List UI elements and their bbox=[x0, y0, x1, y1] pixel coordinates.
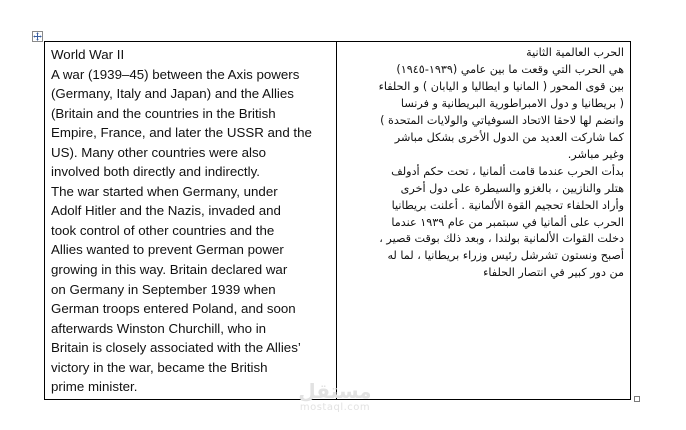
arabic-line: وأراد الحلفاء تحجيم القوة الألمانية . أعلنت بريطانيا bbox=[391, 198, 624, 212]
english-line: US). Many other countries were also bbox=[51, 144, 267, 160]
watermark-latin: mostaql.com bbox=[299, 402, 371, 413]
table-row bbox=[45, 42, 631, 400]
english-line: (Germany, Italy and Japan) and the Allies bbox=[51, 86, 294, 102]
english-line: growing in this way. Britain declared war bbox=[51, 262, 288, 278]
english-line: The war started when Germany, under bbox=[51, 183, 278, 199]
english-line: Empire, France, and later the USSR and the bbox=[51, 125, 312, 141]
arabic-line: هي الحرب التي وقعت ما بين عامي (١٩٣٩-١٩٤٥) bbox=[396, 62, 624, 76]
watermark bbox=[295, 380, 375, 414]
arabic-line: بدأت الحرب عندما قامت ألمانيا ، تحت حكم أدولف bbox=[391, 164, 624, 178]
arabic-line: بين قوى المحور ( المانيا و ايطاليا و اليابان ) و الحلفاء bbox=[378, 79, 624, 93]
english-line: Allies wanted to prevent German power bbox=[51, 242, 284, 258]
english-heading: World War II bbox=[51, 47, 125, 62]
english-line: victory in the war, became the British bbox=[51, 359, 268, 375]
english-line: afterwards Winston Churchill, who in bbox=[51, 320, 267, 336]
table-move-handle-icon[interactable] bbox=[32, 31, 43, 42]
english-line: involved both directly and indirectly. bbox=[51, 164, 260, 180]
english-line: A war (1939–45) between the Axis powers bbox=[51, 66, 300, 82]
arabic-line: أصبح ونستون تشرشل رئيس وزراء بريطانيا ، لما له bbox=[387, 249, 624, 263]
english-line: Adolf Hitler and the Nazis, invaded and bbox=[51, 203, 281, 219]
english-line: German troops entered Poland, and soon bbox=[51, 301, 296, 317]
table-resize-handle-icon[interactable] bbox=[634, 396, 640, 402]
arabic-line: الحرب على ألمانيا في سبتمبر من عام ١٩٣٩ عندما bbox=[391, 215, 624, 229]
arabic-line: وغير مباشر. bbox=[567, 147, 624, 161]
english-line: took control of other countries and the bbox=[51, 222, 275, 238]
english-text-cell[interactable] bbox=[45, 42, 337, 400]
arabic-heading: الحرب العالمية الثانية bbox=[526, 46, 624, 59]
arabic-line: كما شاركت العديد من الدول الأخرى بشكل مباشر bbox=[394, 130, 624, 144]
english-line: prime minister. bbox=[51, 379, 138, 395]
arabic-line: من دور كبير في انتصار الحلفاء bbox=[483, 266, 624, 280]
english-line: Britain is closely associated with the Allies’ bbox=[51, 340, 301, 356]
arabic-line: وانضم لها لاحقا الاتحاد السوفياتي والولايات المتحدة ) bbox=[380, 113, 624, 127]
arabic-line: ( بريطانيا و دول الامبراطورية البريطانية و فرنسا bbox=[400, 96, 624, 110]
watermark-arabic: مستقل bbox=[298, 379, 372, 403]
document-table bbox=[44, 41, 631, 403]
english-line: on Germany in September 1939 when bbox=[51, 281, 276, 297]
arabic-text-cell[interactable] bbox=[337, 42, 631, 400]
move-arrows-icon bbox=[33, 32, 42, 41]
english-line: (Britain and the countries in the British bbox=[51, 105, 276, 121]
arabic-line: هتلر والنازيين ، بالغزو والسيطرة على دول أخرى bbox=[400, 181, 624, 195]
arabic-line: دخلت القوات الألمانية بولندا ، وبعد ذلك بوقت قصير ، bbox=[379, 232, 624, 246]
